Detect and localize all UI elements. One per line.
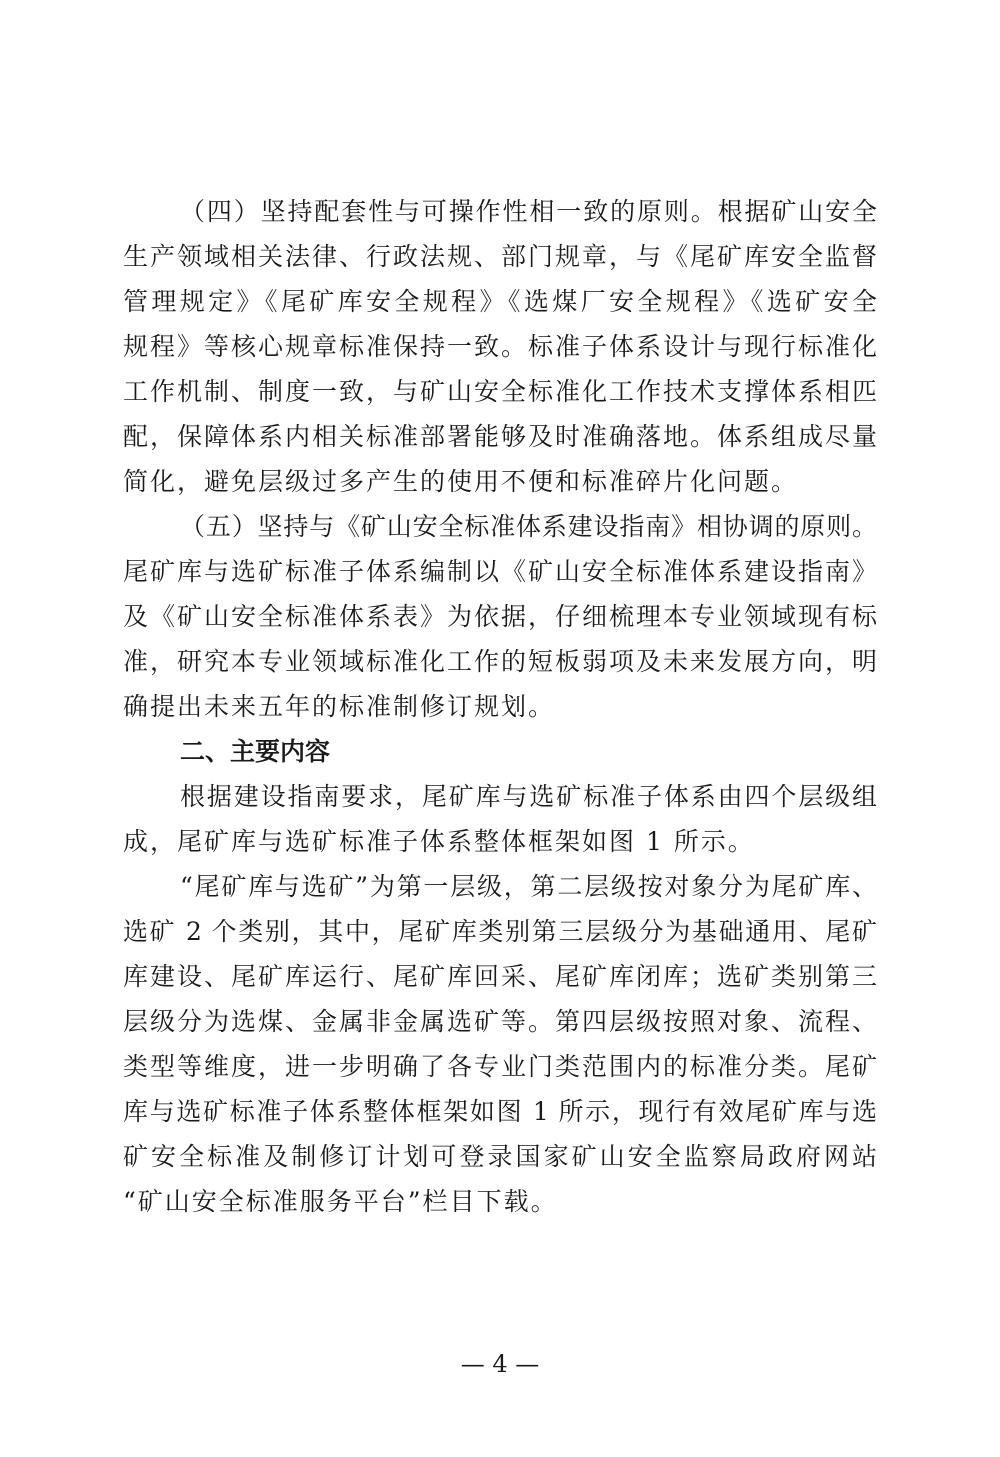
paragraph-line: 工作机制、制度一致，与矿山安全标准化工作技术支撑体系相匹 — [123, 377, 877, 406]
paragraph-line: 库与选矿标准子体系整体框架如图 1 所示，现行有效尾矿库与选 — [123, 1097, 877, 1126]
paragraph-line: 层级分为选煤、金属非金属选矿等。第四层级按照对象、流程、 — [123, 1007, 877, 1036]
paragraph-line: 准，研究本专业领域标准化工作的短板弱项及未来发展方向，明 — [123, 647, 877, 676]
paragraph-line: 配，保障体系内相关标准部署能够及时准确落地。体系组成尽量 — [123, 422, 877, 451]
paragraph-line: 确提出未来五年的标准制修订规划。 — [123, 692, 556, 721]
paragraph-line: 简化，避免层级过多产生的使用不便和标准碎片化问题。 — [123, 467, 799, 496]
paragraph-line: “尾矿库与选矿”为第一层级，第二层级按对象分为尾矿库、 — [180, 872, 877, 901]
paragraph-line: 成，尾矿库与选矿标准子体系整体框架如图 1 所示。 — [123, 827, 755, 856]
paragraph-line: 管理规定》《尾矿库安全规程》《选煤厂安全规程》《选矿安全 — [123, 287, 877, 316]
paragraph-line: 尾矿库与选矿标准子体系编制以《矿山安全标准体系建设指南》 — [123, 557, 877, 586]
paragraph-line: （四）坚持配套性与可操作性相一致的原则。根据矿山安全 — [180, 197, 877, 226]
paragraph-line: 库建设、尾矿库运行、尾矿库回采、尾矿库闭库；选矿类别第三 — [123, 962, 877, 991]
section-heading: 二、主要内容 — [180, 737, 331, 766]
paragraph-line: 根据建设指南要求，尾矿库与选矿标准子体系由四个层级组 — [180, 782, 877, 811]
paragraph-line: 及《矿山安全标准体系表》为依据，仔细梳理本专业领域现有标 — [123, 602, 877, 631]
paragraph-line: （五）坚持与《矿山安全标准体系建设指南》相协调的原则。 — [180, 512, 877, 541]
paragraph-line: 选矿 2 个类别，其中，尾矿库类别第三层级分为基础通用、尾矿 — [123, 917, 877, 946]
paragraph-line: 矿安全标准及制修订计划可登录国家矿山安全监察局政府网站 — [123, 1142, 877, 1171]
page-number: — 4 — — [460, 1350, 540, 1378]
paragraph-line: 类型等维度，进一步明确了各专业门类范围内的标准分类。尾矿 — [123, 1052, 877, 1081]
paragraph-line: “矿山安全标准服务平台”栏目下载。 — [123, 1187, 558, 1216]
paragraph-line: 生产领域相关法律、行政法规、部门规章，与《尾矿库安全监督 — [123, 242, 877, 271]
paragraph-line: 规程》等核心规章标准保持一致。标准子体系设计与现行标准化 — [123, 332, 877, 361]
